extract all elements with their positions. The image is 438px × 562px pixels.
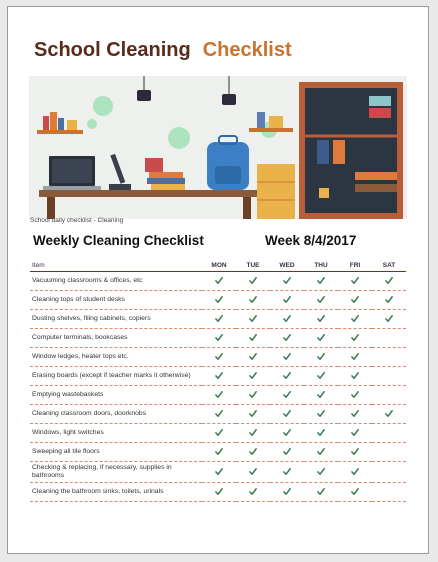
- check-icon: [283, 277, 291, 284]
- check-icon: [249, 391, 257, 398]
- check-cell: [236, 310, 270, 329]
- check-cell: [236, 462, 270, 483]
- check-cell: [338, 424, 372, 443]
- check-cell: [236, 483, 270, 502]
- check-icon: [317, 391, 325, 398]
- check-icon: [249, 296, 257, 303]
- table-row: [30, 424, 406, 443]
- check-icon: [283, 334, 291, 341]
- check-icon: [283, 372, 291, 379]
- task-label: Computer terminals, bookcases: [30, 329, 202, 348]
- check-icon: [215, 334, 223, 341]
- check-icon: [317, 334, 325, 341]
- week-label: Week 8/4/2017: [265, 233, 357, 248]
- check-cell: [236, 443, 270, 462]
- check-cell: [270, 462, 304, 483]
- check-cell: [236, 329, 270, 348]
- check-cell: [236, 291, 270, 310]
- check-icon: [249, 277, 257, 284]
- check-icon: [215, 372, 223, 379]
- check-icon: [249, 410, 257, 417]
- check-cell: [270, 443, 304, 462]
- check-cell: [270, 424, 304, 443]
- check-cell: [202, 291, 236, 310]
- check-icon: [215, 468, 223, 475]
- check-cell: [372, 272, 406, 291]
- check-icon: [283, 410, 291, 417]
- check-cell: [304, 310, 338, 329]
- document-page: [7, 6, 429, 554]
- check-cell: [236, 405, 270, 424]
- check-icon: [215, 429, 223, 436]
- check-icon: [385, 410, 393, 417]
- check-icon: [317, 277, 325, 284]
- task-label: Cleaning the bathroom sinks, toilets, urinals: [30, 483, 202, 502]
- day-header-mon: MON: [202, 259, 236, 272]
- item-column-header: Item: [30, 259, 202, 272]
- check-cell: [270, 272, 304, 291]
- check-cell: [270, 405, 304, 424]
- check-icon: [351, 334, 359, 341]
- check-cell: [372, 462, 406, 483]
- task-label: Emptying wastebaskets: [30, 386, 202, 405]
- check-cell: [202, 443, 236, 462]
- check-icon: [249, 353, 257, 360]
- check-cell: [270, 310, 304, 329]
- task-label: Cleaning classroom doors, doorknobs: [30, 405, 202, 424]
- table-row: [30, 443, 406, 462]
- check-cell: [338, 462, 372, 483]
- check-icon: [351, 468, 359, 475]
- table-row: [30, 348, 406, 367]
- check-cell: [202, 348, 236, 367]
- check-icon: [283, 296, 291, 303]
- title-part-1: School Cleaning: [34, 39, 191, 61]
- check-cell: [338, 310, 372, 329]
- day-header-thu: THU: [304, 259, 338, 272]
- check-icon: [215, 391, 223, 398]
- task-label: Sweeping all tile floors: [30, 443, 202, 462]
- check-icon: [249, 488, 257, 495]
- day-header-tue: TUE: [236, 259, 270, 272]
- check-cell: [270, 348, 304, 367]
- check-icon: [351, 488, 359, 495]
- check-icon: [317, 448, 325, 455]
- check-icon: [215, 296, 223, 303]
- task-label: Dusting shelves, filing cabinets, copiers: [30, 310, 202, 329]
- check-icon: [283, 353, 291, 360]
- title-part-2: Checklist: [202, 39, 292, 61]
- check-icon: [215, 488, 223, 495]
- check-icon: [385, 315, 393, 322]
- check-icon: [317, 296, 325, 303]
- cleaning-checklist-table: [30, 259, 406, 502]
- check-cell: [372, 310, 406, 329]
- table-row: [30, 272, 406, 291]
- check-icon: [215, 353, 223, 360]
- task-label: Cleaning tops of student desks: [30, 291, 202, 310]
- check-icon: [215, 277, 223, 284]
- table-row: [30, 310, 406, 329]
- day-header-wed: WED: [270, 259, 304, 272]
- check-cell: [338, 348, 372, 367]
- check-icon: [249, 429, 257, 436]
- task-label: Windows, light switches: [30, 424, 202, 443]
- check-cell: [202, 386, 236, 405]
- task-label: Window ledges, heater tops etc.: [30, 348, 202, 367]
- check-cell: [372, 424, 406, 443]
- check-icon: [385, 296, 393, 303]
- check-cell: [304, 424, 338, 443]
- check-icon: [317, 315, 325, 322]
- day-header-sat: SAT: [372, 259, 406, 272]
- check-icon: [283, 448, 291, 455]
- check-cell: [338, 367, 372, 386]
- check-icon: [283, 315, 291, 322]
- check-cell: [202, 483, 236, 502]
- check-cell: [372, 483, 406, 502]
- check-cell: [304, 483, 338, 502]
- task-label: Erasing boards (except if teacher marks it otherwise): [30, 367, 202, 386]
- table-row: [30, 329, 406, 348]
- check-cell: [372, 386, 406, 405]
- check-cell: [304, 367, 338, 386]
- table-header-row: [30, 259, 406, 272]
- check-cell: [236, 386, 270, 405]
- document-caption: School daily checklist - Cleaning: [30, 217, 124, 224]
- page-title: [34, 39, 292, 62]
- check-cell: [372, 291, 406, 310]
- check-cell: [236, 367, 270, 386]
- check-icon: [283, 429, 291, 436]
- check-icon: [351, 296, 359, 303]
- check-icon: [385, 277, 393, 284]
- table-row: [30, 386, 406, 405]
- check-cell: [270, 367, 304, 386]
- check-icon: [317, 353, 325, 360]
- check-cell: [202, 405, 236, 424]
- check-cell: [236, 272, 270, 291]
- check-icon: [351, 391, 359, 398]
- check-cell: [304, 462, 338, 483]
- check-cell: [338, 443, 372, 462]
- check-cell: [270, 386, 304, 405]
- table-row: [30, 367, 406, 386]
- check-cell: [338, 291, 372, 310]
- check-cell: [202, 424, 236, 443]
- check-cell: [202, 329, 236, 348]
- check-cell: [270, 483, 304, 502]
- check-icon: [351, 429, 359, 436]
- day-header-fri: FRI: [338, 259, 372, 272]
- check-cell: [304, 291, 338, 310]
- check-cell: [338, 405, 372, 424]
- check-icon: [317, 410, 325, 417]
- check-icon: [351, 372, 359, 379]
- table-row: [30, 462, 406, 483]
- check-icon: [351, 353, 359, 360]
- check-icon: [351, 448, 359, 455]
- check-cell: [338, 483, 372, 502]
- check-icon: [283, 391, 291, 398]
- check-icon: [215, 448, 223, 455]
- check-icon: [249, 372, 257, 379]
- check-icon: [215, 315, 223, 322]
- task-label: Vacuuming classrooms & offices, etc: [30, 272, 202, 291]
- section-heading: Weekly Cleaning Checklist: [33, 233, 204, 248]
- check-icon: [317, 372, 325, 379]
- check-cell: [270, 291, 304, 310]
- check-cell: [236, 348, 270, 367]
- check-icon: [249, 315, 257, 322]
- check-cell: [304, 272, 338, 291]
- check-icon: [351, 315, 359, 322]
- check-cell: [202, 462, 236, 483]
- check-cell: [270, 329, 304, 348]
- table-row: [30, 405, 406, 424]
- check-cell: [338, 329, 372, 348]
- check-icon: [283, 488, 291, 495]
- check-cell: [236, 424, 270, 443]
- check-icon: [249, 334, 257, 341]
- check-cell: [202, 367, 236, 386]
- check-cell: [372, 329, 406, 348]
- check-cell: [202, 310, 236, 329]
- task-label: Checking & replacing, if necessary, supplies in bathrooms: [30, 462, 202, 483]
- check-cell: [304, 386, 338, 405]
- check-cell: [372, 348, 406, 367]
- check-cell: [304, 405, 338, 424]
- check-icon: [351, 410, 359, 417]
- check-icon: [283, 468, 291, 475]
- table-row: [30, 291, 406, 310]
- check-icon: [317, 488, 325, 495]
- check-cell: [372, 443, 406, 462]
- check-cell: [304, 348, 338, 367]
- check-icon: [249, 468, 257, 475]
- table-row: [30, 483, 406, 502]
- check-icon: [351, 277, 359, 284]
- check-cell: [372, 367, 406, 386]
- check-icon: [317, 429, 325, 436]
- check-cell: [372, 405, 406, 424]
- check-cell: [202, 272, 236, 291]
- check-cell: [338, 272, 372, 291]
- classroom-illustration-graphic: [29, 76, 407, 219]
- check-icon: [317, 468, 325, 475]
- check-icon: [249, 448, 257, 455]
- classroom-illustration: [29, 76, 407, 219]
- check-cell: [338, 386, 372, 405]
- check-cell: [304, 329, 338, 348]
- check-cell: [304, 443, 338, 462]
- check-icon: [215, 410, 223, 417]
